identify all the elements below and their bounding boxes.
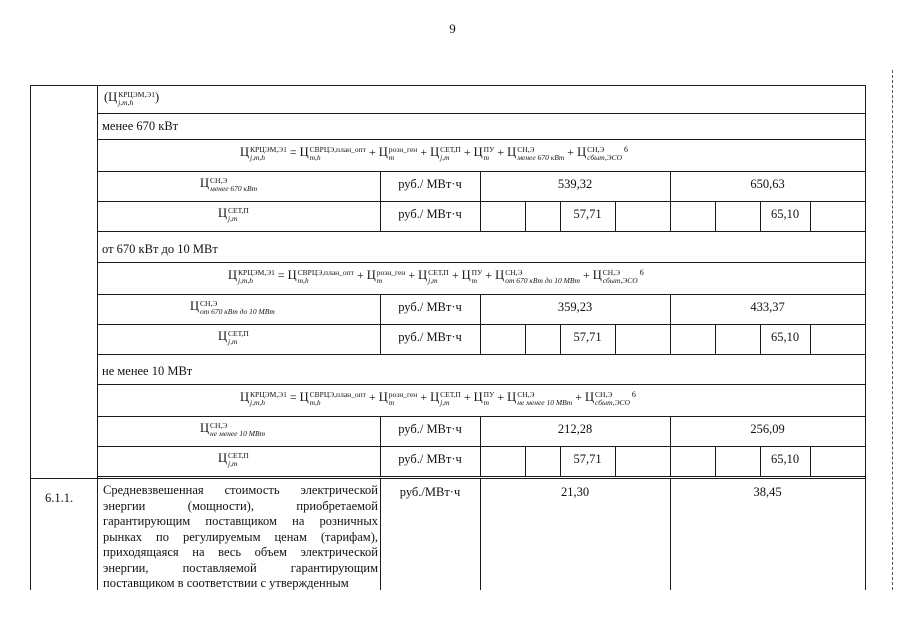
table-vline: [615, 324, 616, 354]
table-vline: [760, 324, 761, 354]
footnote-mark: 6: [629, 390, 636, 399]
table-col-divider: [97, 85, 98, 590]
table-vline: [380, 324, 381, 354]
row-value-1: 57,71: [573, 452, 602, 466]
item-number: 6.1.1.: [45, 491, 74, 505]
group-title: от 670 кВт до 10 МВт: [102, 242, 218, 256]
table-vline: [480, 294, 481, 324]
table-vline: [760, 446, 761, 476]
price-symbol: Ц СВРЦЭ,план_опт m,h: [299, 145, 366, 162]
table-vline: [670, 446, 671, 476]
row-unit: руб./ МВт·ч: [398, 177, 462, 191]
price-symbol: Ц СН,Э не менее 10 МВт: [200, 421, 266, 438]
item-unit: руб./МВт·ч: [399, 485, 461, 499]
row-value-2: 65,10: [770, 330, 800, 344]
group-title: не менее 10 МВт: [102, 364, 193, 378]
item-unit-divider: [380, 478, 381, 590]
table-vline: [480, 201, 481, 231]
table-vline: [670, 171, 671, 201]
table-vline: [715, 324, 716, 354]
table-vline: [810, 324, 811, 354]
table-vline: [480, 446, 481, 476]
table-vline: [525, 324, 526, 354]
item-row-top-border: [30, 478, 865, 479]
price-symbol: Ц СН,Э сбыт,ЭСО: [585, 390, 630, 407]
row-value-1: 57,71: [573, 330, 602, 344]
row-value-1: 212,28: [557, 422, 593, 436]
table-hline: [97, 171, 865, 172]
group-formula: Ц КРЦЭМ,Э1 j,m,h = Ц СВРЦЭ,план_опт m,h + Ц розн_ген m + Ц СЕТ,П j,m + Ц ПУ m + Ц СН,Э менее 670 кВт + Ц СН,Э сбыт,ЭСО $^6$: [240, 145, 628, 162]
table-vline: [760, 201, 761, 231]
price-symbol: Ц СН,Э не менее 10 МВт: [507, 390, 573, 407]
table-vline: [670, 416, 671, 446]
table-vline: [525, 201, 526, 231]
price-symbol: Ц ПУ m: [473, 390, 495, 407]
table-vline: [380, 171, 381, 201]
price-symbol: Ц СЕТ,П j,m: [418, 268, 449, 285]
table-left-border: [30, 85, 31, 590]
price-symbol: Ц СН,Э от 670 кВт до 10 МВт: [190, 299, 275, 316]
table-vline: [670, 324, 671, 354]
row-symbol: [200, 176, 257, 193]
table-hline: [97, 231, 865, 232]
table-vline: [480, 416, 481, 446]
table-hline: [97, 139, 865, 140]
table-vline: [380, 201, 381, 231]
table-vline: [525, 446, 526, 476]
row-value-2: 650,63: [750, 177, 785, 191]
margin-dashed-line: [892, 70, 893, 590]
row-value-1: 539,32: [557, 177, 593, 191]
table-vline: [615, 201, 616, 231]
price-symbol: Ц СВРЦЭ,план_опт m,h: [287, 268, 354, 285]
row-value-2: 256,09: [750, 422, 785, 436]
table-vline: [715, 446, 716, 476]
table-hline: [97, 324, 865, 325]
price-symbol: Ц СН,Э менее 670 кВт: [200, 176, 258, 193]
price-symbol: Ц СН,Э менее 670 кВт: [507, 145, 565, 162]
item-value-2: 38,45: [753, 485, 782, 499]
item-value-divider: [480, 478, 481, 590]
item-value-1: 21,30: [560, 485, 590, 499]
table-vline: [480, 324, 481, 354]
row-symbol: [218, 451, 249, 468]
row-symbol: [218, 206, 249, 223]
table-vline: [810, 446, 811, 476]
table-hline: [97, 354, 865, 355]
price-symbol: Ц ПУ m: [473, 145, 495, 162]
item-description: Средневзвешенная стоимость электрической энергии (мощности), приобретаемой гарантирующим поставщиком на розничных рынках по регулируемым ценам (тарифам), приходящаяся на весь объем электрической энергии, поставляемой гарантирующим поставщиком в соответствии с утвержденным: [103, 483, 378, 590]
table-vline: [810, 201, 811, 231]
table-hline: [97, 201, 865, 202]
price-symbol: Ц ПУ m: [461, 268, 483, 285]
price-symbol: Ц СЕТ,П j,m: [218, 329, 249, 346]
footnote-mark: 6: [622, 145, 628, 154]
row-value-1: 57,71: [573, 207, 602, 221]
table-hline: [97, 446, 865, 447]
price-symbol: Ц розн_ген m: [378, 390, 418, 407]
table-vline: [380, 416, 381, 446]
row-unit: руб./ МВт·ч: [398, 330, 462, 344]
table-hline: [97, 416, 865, 417]
table-vline: [480, 171, 481, 201]
row-value-1: 359,23: [557, 300, 593, 314]
price-symbol: Ц СН,Э сбыт,ЭСО: [577, 145, 622, 162]
price-symbol: Ц СЕТ,П j,m: [430, 145, 461, 162]
group-formula: Ц КРЦЭМ,Э1 j,m,h = Ц СВРЦЭ,план_опт m,h + Ц розн_ген m + Ц СЕТ,П j,m + Ц ПУ m + Ц СН,Э от 670 кВт до 10 МВт + Ц СН,Э сбыт,ЭСО $^6$: [228, 268, 644, 285]
price-symbol: Ц СН,Э сбыт,ЭСО: [592, 268, 638, 285]
table-vline: [615, 446, 616, 476]
price-symbol: Ц КРЦЭМ,Э1 j,m,h: [240, 145, 287, 162]
group-formula: Ц КРЦЭМ,Э1 j,m,h = Ц СВРЦЭ,план_опт m,h + Ц розн_ген m + Ц СЕТ,П j,m + Ц ПУ m + Ц СН,Э не менее 10 МВт + Ц СН,Э сбыт,ЭСО $^6$: [240, 390, 636, 407]
price-symbol: Ц КРЦЭМ,Э1 j,m,h: [228, 268, 275, 285]
row-value-2: 65,10: [770, 207, 800, 221]
header-symbol: (Ц КРЦЭМ,Э1 j,m,h ): [104, 90, 160, 107]
row-unit: руб./ МВт·ч: [398, 422, 462, 436]
table-vline: [380, 446, 381, 476]
price-symbol: Ц СЕТ,П j,m: [430, 390, 461, 407]
table-vline: [715, 201, 716, 231]
price-symbol: Ц СН,Э от 670 кВт до 10 МВт: [495, 268, 580, 285]
group-title: менее 670 кВт: [102, 119, 179, 133]
footnote-mark: 6: [637, 268, 644, 277]
price-symbol: Ц СЕТ,П j,m: [218, 451, 249, 468]
item-value2-divider: [670, 478, 671, 590]
row-unit: руб./ МВт·ч: [398, 207, 462, 221]
table-vline: [560, 201, 561, 231]
row-symbol: [190, 299, 275, 316]
page-number: 9: [449, 21, 456, 36]
row-unit: руб./ МВт·ч: [398, 300, 462, 314]
row-value-2: 65,10: [770, 452, 800, 466]
table-hline: [97, 294, 865, 295]
price-symbol: Ц розн_ген m: [378, 145, 418, 162]
price-symbol: (Ц КРЦЭМ,Э1 j,m,h: [104, 90, 155, 107]
table-vline: [560, 324, 561, 354]
price-symbol: Ц СЕТ,П j,m: [218, 206, 249, 223]
row-symbol: [218, 329, 249, 346]
price-symbol: Ц СВРЦЭ,план_опт m,h: [299, 390, 366, 407]
table-top-border: [30, 85, 865, 86]
row-unit: руб./ МВт·ч: [398, 452, 462, 466]
price-symbol: Ц КРЦЭМ,Э1 j,m,h: [240, 390, 287, 407]
table-right-border: [865, 85, 866, 590]
table-vline: [560, 446, 561, 476]
row-symbol: [200, 421, 265, 438]
table-hline: [97, 384, 865, 385]
table-vline: [670, 294, 671, 324]
table-hline: [97, 476, 865, 477]
price-symbol: Ц розн_ген m: [366, 268, 406, 285]
table-hline: [97, 262, 865, 263]
row-value-2: 433,37: [750, 300, 785, 314]
table-hline: [97, 113, 865, 114]
table-vline: [670, 201, 671, 231]
table-vline: [380, 294, 381, 324]
